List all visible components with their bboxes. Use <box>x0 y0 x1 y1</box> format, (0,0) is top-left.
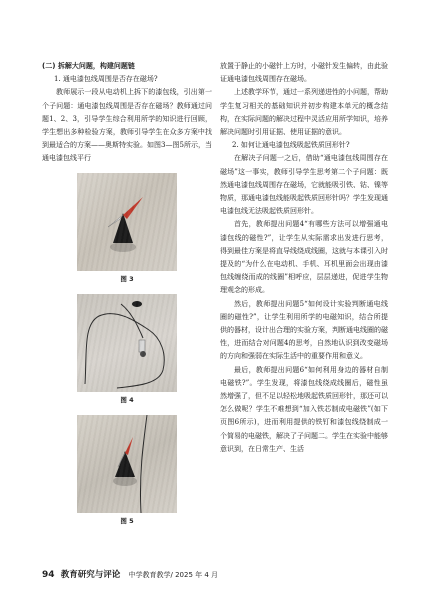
figure-3-caption: 图 3 <box>120 274 134 283</box>
right-column <box>220 60 388 456</box>
figure-4-caption: 图 4 <box>120 395 134 404</box>
section-heading: (二) 拆解大问题，构建问题链 <box>42 62 135 70</box>
subsection-heading-2: 2. 如何让通电漆包线吸起铁质回形针? <box>232 141 350 150</box>
subsection-heading-1: 1. 通电漆包线周围是否存在磁场? <box>54 75 158 84</box>
figure-5-caption: 图 5 <box>120 517 134 526</box>
paragraph-right-6: 最后，教师提出问题6“如何利用身边的器材自制电磁铁?”。学生发现，将漆包线绕成线圈后，磁性虽然增强了，但不足以轻松地吸起铁质回形针，那还可以怎么做呢？学生不难想到“加入铁芯制成电磁铁”(如下页图6所示)，进而利用提供的铁钉和漆包线绕制成一个简易的电磁铁，解决了子问题二。学生在实验中能够意识到，在日常生产、生活 <box>220 365 388 453</box>
left-column <box>42 60 212 536</box>
figure-5-photo <box>77 415 177 513</box>
paragraph-right-1: 放置于静止的小磁针上方时，小磁针发生偏转，由此验证通电漆包线周围存在磁场。 <box>220 62 388 84</box>
page-number: 94 <box>42 570 55 580</box>
paragraph-right-4: 首先，教师提出问题4“有哪些方法可以增强通电漆包线的磁性?”，让学生从实际需求出发进行思考，得到最佳方案是将直导线绕成线圈，这就与本课引入时提及的“为什么在电动机、手机、耳机里面会出现由漆包线缠绕而成的线圈”相呼应，层层递进，促进学生物理观念的形成。 <box>220 220 388 295</box>
issue-info: 中学教育教学/ 2025 年 4 月 <box>128 571 219 579</box>
figure-4-photo <box>77 294 177 392</box>
paragraph-right-3: 在解决子问题一之后，借助“通电漆包线周围存在磁场”这一事实，教师引导学生思考第二个子问题：既然通电漆包线周围存在磁场，它就能吸引铁、钴、镍等物质，那通电漆包线能吸起铁质回形针吗？学生发现通电漆包线无法吸起铁质回形针。 <box>220 154 388 216</box>
figure-3-photo <box>77 173 177 271</box>
page-footer <box>42 568 388 582</box>
paragraph-right-2: 上述教学环节，通过一系列递进性的小问题，帮助学生复习相关的基础知识并初步构建本单元的概念结构，在实际问题的解决过程中灵活应用所学知识，培养解决问题时引用证据、使用证据的意识。 <box>220 88 388 137</box>
paragraph-right-5: 然后，教师提出问题5“如何设计实验判断通电线圈的磁性?”，让学生利用所学的电磁知识，结合所提供的器材，设计出合理的实验方案，判断通电线圈的磁性，进而结合对问题4的思考，自然地认识到改变磁场的方向和强弱在实际生活中的重要作用和意义。 <box>220 299 388 361</box>
journal-title: 教育研究与评论 <box>60 570 121 580</box>
paragraph-left: 教师展示一段从电动机上拆下的漆包线，引出第一个子问题：通电漆包线周围是否存在磁场？教师通过问题1、2、3，引导学生综合利用所学的知识进行回顾，学生想出多种检验方案，教师引导学生在众多方案中找到最适合的方案——奥斯特实验。如图3—图5所示，当通电漆包线平行 <box>42 88 212 163</box>
